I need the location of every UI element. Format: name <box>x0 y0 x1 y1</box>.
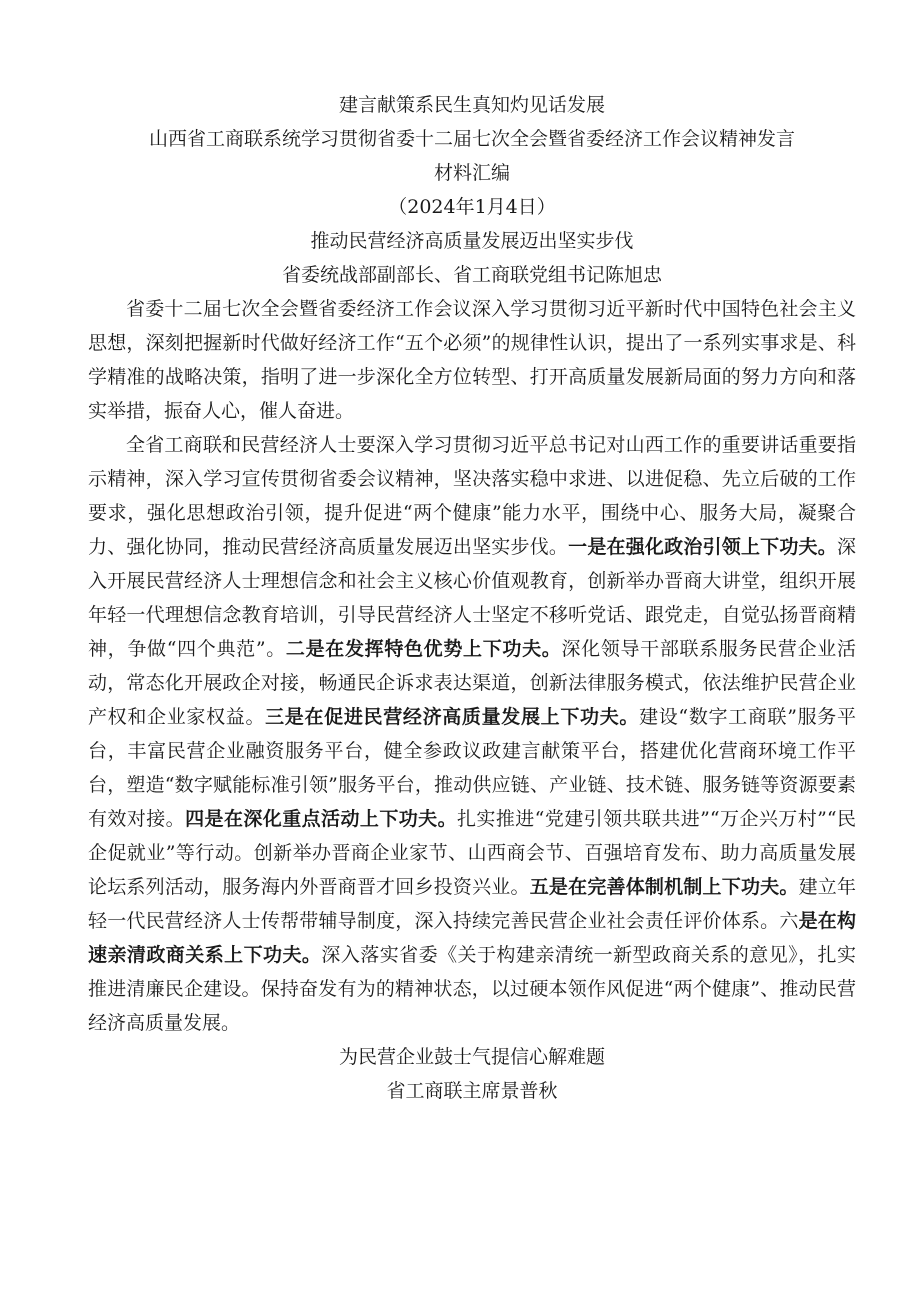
point-4-text: 扎实推进“党建引领共联共进”“万企兴万村”“民企促就业”等行动。创新举办晋商企业家节、山西商会节、百强培育发布、助力高质量发展论坛系列活动，服务海内外晋商晋才回乡投资兴业。 <box>88 808 856 898</box>
point-1-text: 深入开展民营经济人士理想信念和社会主义核心价值观教育，创新举办晋商大讲堂，组织开展年轻一代理想信念教育培训，引导民营经济人士坚定不移听党话、跟党走，自觉弘扬晋商精神，争做“四个典范”。 <box>88 536 856 660</box>
paragraph-1: 省委十二届七次全会暨省委经济工作会议深入学习贯彻习近平新时代中国特色社会主义思想，深刻把握新时代做好经济工作“五个必须”的规律性认识，提出了一系列实事求是、科学精准的战略决策，指明了进一步深化全方位转型、打开高质量发展新局面的努力方向和落实举措，振奋人心，催人奋进。 <box>88 298 856 422</box>
article-2-title: 为民营企业鼓士气提信心解难题 <box>338 1046 605 1068</box>
article-title: 推动民营经济高质量发展迈出坚实步伐 <box>310 230 634 252</box>
article-author: 省委统战部副部长、省工商联党组书记陈旭忠 <box>281 264 662 286</box>
document-page <box>88 88 856 1108</box>
point-4-heading: 四是在深化重点活动上下功夫。 <box>185 808 457 830</box>
point-6-text: 深入落实省委《关于构建亲清统一新型政商关系的意见》，扎实推进清廉民企建设。保持奋发有为的精神状态，以过硬本领作风促进“两个健康”、推动民营经济高质量发展。 <box>88 944 856 1034</box>
paragraph-2 <box>88 428 856 1040</box>
point-6-heading: 是在构速亲清政商关系上下功夫。 <box>88 910 856 966</box>
point-3-heading: 三是在促进民营经济高质量发展上下功夫。 <box>265 706 640 728</box>
point-5-text: 建立年轻一代民营经济人士传帮带辅导制度，深入持续完善民营企业社会责任评价体系。六 <box>88 876 856 932</box>
point-5-heading: 五是在完善体制机制上下功夫。 <box>529 876 799 898</box>
document-subtitle-cont: 材料汇编 <box>433 162 510 184</box>
document-title: 建言献策系民生真知灼见话发展 <box>338 94 605 116</box>
point-2-text: 深化领导干部联系服务民营企业活动，常态化开展政企对接，畅通民企诉求表达渠道，创新法律服务模式，依法维护民营企业产权和企业家权益。 <box>88 638 856 728</box>
point-1-heading: 一是在强化政治引领上下功夫。 <box>568 536 837 558</box>
document-date: （2024年1月4日） <box>388 196 556 218</box>
point-2-heading: 二是在发挥特色优势上下功夫。 <box>285 638 562 660</box>
article-2-author: 省工商联主席景普秋 <box>386 1080 558 1102</box>
point-3-text: 建设“数字工商联”服务平台，丰富民营企业融资服务平台，健全参政议政建言献策平台，搭建优化营商环境工作平台，塑造“数字赋能标准引领”服务平台，推动供应链、产业链、技术链、服务链等资源要素有效对接。 <box>88 706 856 830</box>
paragraph-2-intro: 全省工商联和民营经济人士要深入学习贯彻习近平总书记对山西工作的重要讲话重要指示精神，深入学习宣传贯彻省委会议精神，坚决落实稳中求进、以进促稳、先立后破的工作要求，强化思想政治引领，提升促进“两个健康”能力水平，围绕中心、服务大局，凝聚合力、强化协同，推动民营经济高质量发展迈出坚实步伐。 <box>88 434 856 558</box>
document-subtitle: 山西省工商联系统学习贯彻省委十二届七次全会暨省委经济工作会议精神发言 <box>148 128 795 150</box>
